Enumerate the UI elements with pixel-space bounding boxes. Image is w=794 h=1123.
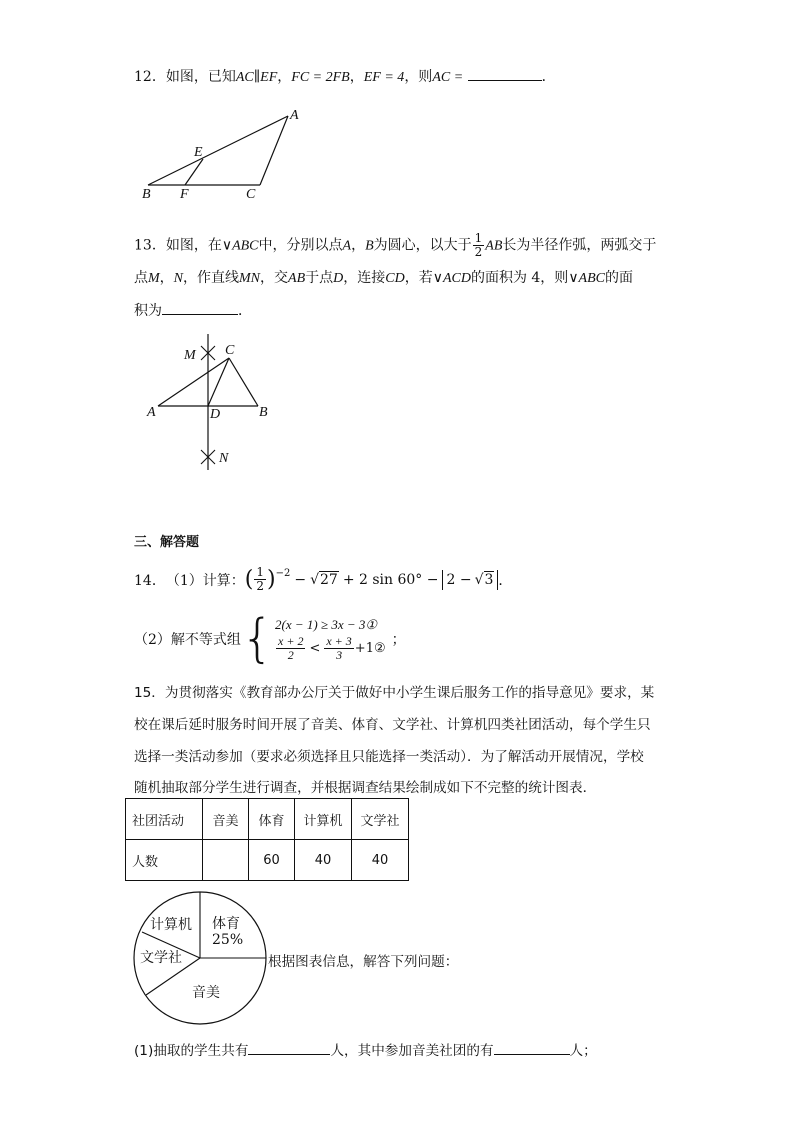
q13-mn: MN (239, 271, 261, 286)
q13-line2 (134, 267, 633, 287)
q14-ineq2-lt: < (309, 640, 321, 656)
q14-sin-term: + 2 sin 60° − (342, 571, 439, 588)
q15-side-text: 根据图表信息，解答下列问题： (268, 954, 459, 970)
q13-line3 (134, 300, 252, 320)
q14-root27: 27 (319, 572, 338, 588)
q14-ineq1: 2(x − 1) ≥ 3x − 3① (275, 616, 378, 632)
q12-label-B: B (142, 187, 151, 202)
table-header-cell: 体育 (249, 799, 295, 840)
q13-l2g: 的面积为 4，则 (470, 270, 569, 286)
q13-pt-b: B (365, 238, 374, 254)
table-header-cell: 社团活动 (126, 799, 203, 840)
q12-label-F: F (180, 187, 189, 202)
q12-ask: AC = (432, 70, 464, 85)
q13-l2f: ，若 (404, 270, 433, 286)
q13-l1c: 为圆心，以大于 (373, 237, 472, 254)
q13-tri-abc: ∨ABC (221, 238, 259, 254)
q13-l2b: ，作直线 (183, 270, 240, 286)
q12-label-E: E (194, 145, 203, 160)
q12-answer-blank[interactable] (468, 66, 542, 81)
q14-exp: −2 (275, 568, 291, 579)
q12-line-BA (148, 116, 288, 185)
q14-part2 (134, 609, 406, 669)
q14-paren-open: ( (244, 567, 254, 592)
q13-l3-end: ． (238, 303, 252, 319)
q15-para2: 校在课后延时服务时间开展了音美、体育、文学社、计算机四类社团活动，每个学生只 (134, 717, 651, 733)
q13-l2h: 的面 (605, 270, 634, 286)
q14-abs (442, 570, 498, 590)
table-header-cell: 文学社 (352, 799, 409, 840)
q13-tri-acd: ∨ACD (432, 271, 471, 286)
q13-figure (140, 330, 280, 475)
q14-sqrt3-sign: √ (474, 571, 484, 588)
q13-comma2: ， (159, 270, 174, 286)
q13-l2e: ，连接 (343, 270, 386, 286)
q13-fraction (473, 232, 485, 259)
q12-label-A: A (290, 108, 299, 123)
q13-l3a: 积为 (134, 303, 162, 319)
q15-para3: 选择一类活动参加（要求必须选择且只能选择一类活动）．为了解活动开展情况，学校 (134, 749, 644, 765)
q13-l1a: 如图，在 (165, 237, 222, 254)
q14-ineq2-num2: x + 3 (326, 633, 352, 648)
q13-comma1: ， (351, 237, 366, 254)
q14-part2-label: （2）解不等式组 (134, 632, 241, 648)
q12-end: ． (541, 69, 556, 85)
q13-pt-d: D (333, 271, 344, 286)
q14-system (275, 617, 386, 662)
q14-number: 14． (134, 572, 166, 589)
q14-system-brace: { (240, 609, 275, 669)
q13-label-M: M (184, 348, 196, 363)
table-row-label: 人数 (126, 840, 203, 881)
q15-sub1 (134, 1039, 597, 1059)
table-header-cell: 计算机 (295, 799, 352, 840)
q15-stats-table (125, 798, 409, 881)
q13-label-N: N (219, 451, 229, 466)
q13-label-B: B (259, 405, 268, 420)
q12-line-CA (260, 116, 288, 185)
q14-ineq2-num1: x + 2 (278, 633, 304, 648)
q14-ineq2-frac2 (324, 635, 353, 662)
q14-ineq2 (275, 635, 386, 662)
q14-ineq2-frac1 (276, 635, 305, 662)
q14-part1 (134, 566, 512, 593)
table-header-cell: 音美 (203, 799, 249, 840)
section-3-title: 三、解答题 (134, 535, 200, 550)
q13-label-C: C (225, 343, 235, 358)
q13-frac-num: 1 (474, 231, 483, 245)
pie-label-tiyu-pct: 25% (212, 932, 244, 948)
table-cell-yinmei (203, 840, 249, 881)
q15-para1 (134, 681, 654, 701)
q12-label-C: C (246, 187, 256, 202)
q15-para1-text: 为贯彻落实《教育部办公厅关于做好中小学生课后服务工作的指导意见》要求，某 (164, 685, 655, 701)
q13-pt-a: A (342, 238, 352, 254)
q14-root3: 3 (484, 572, 494, 588)
q13-number: 13． (134, 237, 166, 254)
q13-answer-blank[interactable] (162, 300, 238, 315)
q13-pt-m: M (148, 271, 160, 286)
pie-label-wenxueshe: 文学社 (140, 950, 182, 966)
q12-sep3: ，则 (404, 69, 433, 85)
q14-ineq2-den2: 3 (336, 647, 343, 662)
q13-tri-abc2: ∨ABC (568, 271, 606, 286)
q12-cond1: AC∥EF (235, 70, 278, 85)
q13-ab: AB (485, 238, 503, 254)
table-cell-wenxueshe: 40 (352, 840, 409, 881)
q14-paren-close: ) (266, 567, 276, 592)
q13-l1d: 长为半径作弧，两弧交于 (502, 237, 657, 254)
q12-number: 12． (134, 69, 166, 85)
q13-cd: CD (385, 271, 405, 286)
q12-sep2: ， (349, 69, 364, 85)
q15-para4: 随机抽取部分学生进行调查，并根据调查结果绘制成如下不完整的统计图表． (134, 780, 597, 796)
q13-label-A: A (147, 405, 156, 420)
q14-half-num: 1 (256, 565, 264, 579)
q13-line1 (134, 232, 656, 259)
q12-text (134, 66, 556, 86)
q15-sub1-a: (1)抽取的学生共有 (134, 1043, 249, 1059)
q13-l2a: 点 (134, 270, 148, 286)
q13-line-CB (229, 358, 258, 406)
table-cell-jisuanji: 40 (295, 840, 352, 881)
pie-label-tiyu: 体育 (212, 916, 240, 932)
q12-sep1: ， (277, 69, 292, 85)
table-cell-tiyu: 60 (249, 840, 295, 881)
q12-cond3: EF = 4 (363, 70, 405, 85)
q14-part1-label: （1）计算： (165, 572, 245, 589)
q15-sub1-b: 人，其中参加音美社团的有 (330, 1043, 494, 1059)
q15-sub1-c: 人； (569, 1043, 597, 1059)
q14-minus: − (294, 571, 307, 588)
q13-l1b: 中，分别以点 (258, 237, 343, 254)
pie-label-jisuanji: 计算机 (150, 917, 192, 933)
pie-label-yinmei: 音美 (192, 985, 220, 1001)
q13-l2c: ，交 (260, 270, 289, 286)
q13-frac-den: 2 (474, 245, 483, 259)
q14-abs-a: 2 − (446, 571, 472, 588)
q14-part1-end: ． (498, 572, 513, 589)
q15-yinmei-blank[interactable] (494, 1040, 570, 1055)
q14-part2-end: ； (391, 632, 406, 648)
q12-prefix: 如图，已知 (165, 69, 236, 85)
q13-label-D: D (210, 407, 221, 422)
q14-half-den: 2 (256, 579, 264, 593)
q13-ab2: AB (288, 271, 306, 286)
table-row (126, 840, 409, 881)
q13-pt-n: N (173, 271, 184, 286)
q13-l2d: 于点 (305, 270, 334, 286)
q14-sqrt-sign: √ (310, 571, 319, 588)
q15-total-blank[interactable] (248, 1040, 330, 1055)
q15-number: 15． (134, 685, 165, 701)
q14-ineq2-den1: 2 (287, 647, 294, 662)
q12-cond2: FC = 2FB (291, 70, 350, 85)
table-row (126, 799, 409, 840)
q14-half (254, 566, 266, 593)
q14-ineq2-tail: +1② (354, 640, 386, 656)
